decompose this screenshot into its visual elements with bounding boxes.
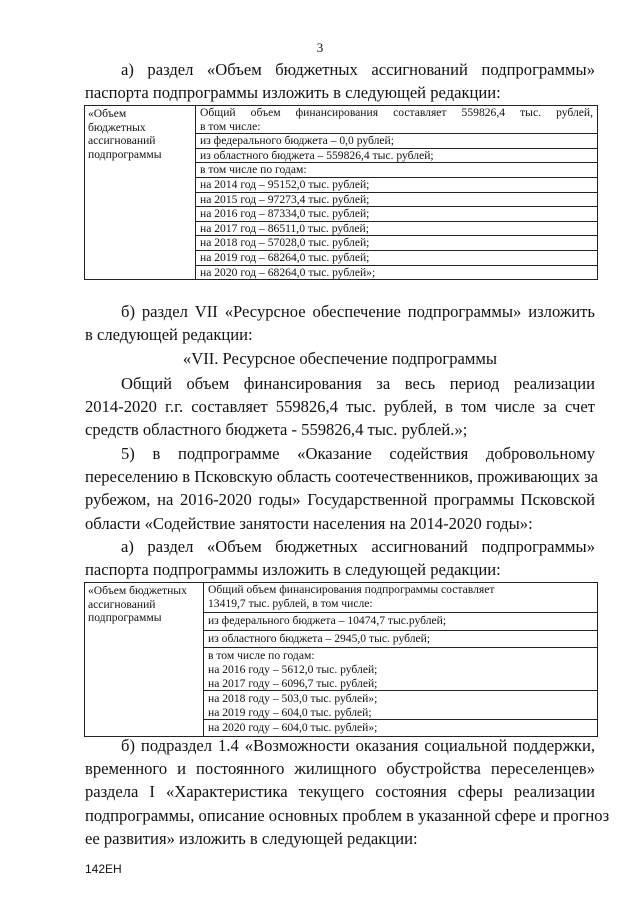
page-number: 3 (316, 40, 324, 55)
table-label-cell (85, 106, 196, 280)
value-row: Общий объем финансирования составляет 559826,4 тыс. рублей, в том числе: (196, 106, 597, 134)
text-line: паспорта подпрограммы изложить в следующей редакции: (85, 83, 501, 103)
text-line: раздела I «Характеристика текущего состояния сферы реализации (85, 782, 595, 802)
value-row: Общий объем финансирования подпрограммы составляет 13419,7 тыс. рублей, в том числе: (204, 583, 597, 613)
value-row: на 2020 год – 68264,0 тыс. рублей»; (200, 265, 376, 279)
text-line: средств областного бюджета - 559826,4 тыс. рублей.»; (85, 420, 468, 440)
value-row: на 2014 год – 95152,0 тыс. рублей; (196, 178, 597, 193)
paragraph-total (85, 372, 595, 442)
value-row: на 2018 году – 503,0 тыс. рублей»; на 2019 году – 604,0 тыс. рублей; (204, 691, 597, 720)
text-line: б) подраздел 1.4 «Возможности оказания социальной поддержки, (121, 736, 595, 755)
paragraph-a1 (85, 58, 595, 104)
text-line: а) раздел «Объем бюджетных ассигнований подпрограммы» (121, 537, 595, 556)
label-line: ассигнований (88, 597, 156, 611)
budget-table-1 (84, 105, 598, 280)
value-row: из областного бюджета – 2945,0 тыс. рублей; (204, 631, 597, 649)
paragraph-b2 (85, 734, 610, 850)
paragraph-b1 (85, 300, 595, 346)
value-row: на 2015 год – 97273,4 тыс. рублей; (196, 193, 597, 208)
budget-table-2 (84, 582, 598, 737)
value-row: в том числе по годам: на 2016 году – 5612,0 тыс. рублей; на 2017 году – 6096,7 тыс. рублей; (204, 648, 597, 691)
value-row: в том числе по годам: (196, 163, 597, 178)
text-line: а) раздел «Объем бюджетных ассигнований подпрограммы» (121, 60, 595, 79)
label-line: «Объем (88, 107, 127, 120)
text-line: рубежом, на 2016-2020 годы» Государственной программы Псковской (85, 490, 595, 510)
value-row: на 2016 год – 87334,0 тыс. рублей; (196, 207, 597, 222)
label-line: ассигнований (88, 134, 156, 148)
value-row: на 2020 году – 604,0 тыс. рублей»; (208, 721, 378, 735)
table-value-cell (196, 106, 598, 280)
text-line: 2014-2020 г.г. составляет 559826,4 тыс. рублей, в том числе за счет (85, 397, 595, 417)
text-line: ее развития» изложить в следующей редакции: (85, 828, 418, 848)
table-label-cell (85, 583, 204, 737)
paragraph-a2 (85, 535, 595, 581)
text-line: б) раздел VII «Ресурсное обеспечение подпрограммы» изложить (121, 302, 595, 321)
value-row: на 2019 год – 68264,0 тыс. рублей; (196, 251, 597, 266)
text-line: переселению в Псковскую область соотечественников, проживающих за (85, 467, 599, 487)
value-row: на 2017 год – 86511,0 тыс. рублей; (196, 222, 597, 237)
label-line: «Объем бюджетных (88, 584, 187, 597)
text-line: 5) в подпрограмме «Оказание содействия добровольному (121, 444, 595, 463)
text-line: в следующей редакции: (85, 325, 253, 345)
paragraph-5 (85, 442, 599, 535)
value-row: из федерального бюджета – 10474,7 тыс.рублей; (204, 613, 597, 631)
label-line: бюджетных (88, 120, 146, 134)
section-heading: «VII. Ресурсное обеспечение подпрограммы (182, 349, 498, 368)
table-value-cell (204, 583, 598, 737)
text-line: временного и постоянного жилищного обустройства переселенцев» (85, 759, 595, 779)
text-line: Общий объем финансирования за весь период реализации (121, 374, 595, 393)
value-row: из областного бюджета – 559826,4 тыс. рублей; (196, 149, 597, 164)
document-code: 142ЕН (85, 862, 122, 876)
text-line: области «Содействие занятости населения на 2014-2020 годы»: (85, 513, 533, 533)
text-line: паспорта подпрограммы изложить в следующей редакции: (85, 560, 501, 580)
value-row: из федерального бюджета – 0,0 рублей; (196, 134, 597, 149)
text-line: подпрограммы, описание основных проблем в указанной сфере и прогноз (85, 805, 610, 825)
value-row: на 2018 год – 57028,0 тыс. рублей; (196, 236, 597, 251)
label-line: подпрограммы (88, 611, 162, 625)
label-line: подпрограммы (88, 147, 162, 161)
